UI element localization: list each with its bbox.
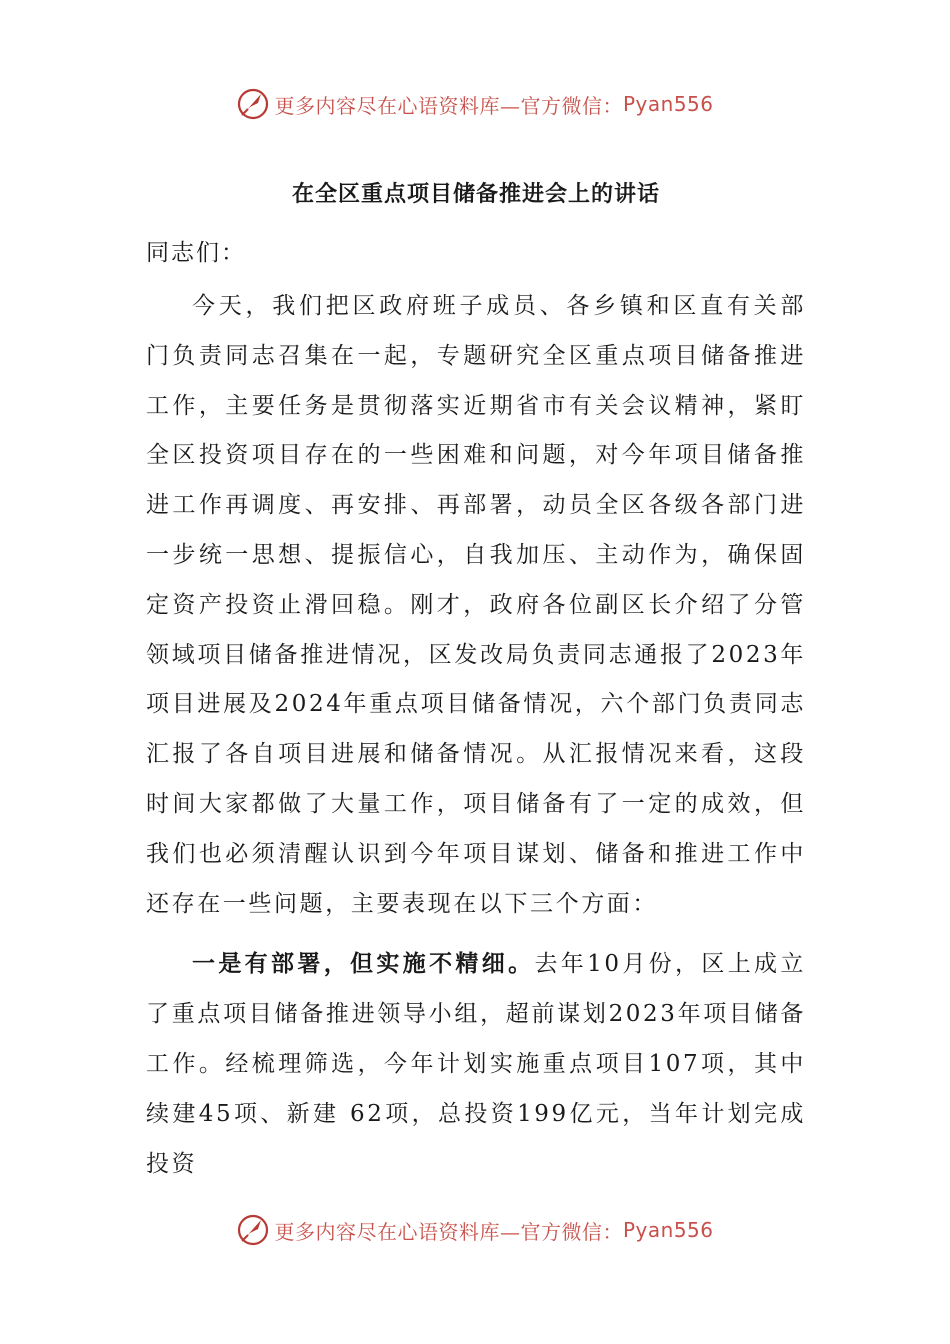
paragraph-point-one-text: 去年10月份，区上成立了重点项目储备推进领导小组，超前谋划2023年项目储备工作。经梳理筛选，今年计划实施重点项目107项，其中续建45项、新建 62项，总投资199亿元，当年计划完成投资 xyxy=(146,951,806,1177)
paragraph-point-one-lead: 一是有部署，但实施不精细。 xyxy=(192,950,535,978)
document-body xyxy=(146,174,806,1199)
banner-wechat-id: Pyan556 xyxy=(622,92,714,116)
banner-wechat-id: Pyan556 xyxy=(622,1218,714,1242)
paragraph-point-one xyxy=(146,939,806,1189)
banner-text: 更多内容尽在心语资料库— xyxy=(274,93,521,118)
footer-banner xyxy=(0,1210,950,1250)
banner-text: 更多内容尽在心语资料库— xyxy=(274,1219,521,1244)
document-title: 在全区重点项目储备推进会上的讲话 xyxy=(291,181,660,207)
quill-logo-icon xyxy=(236,1213,270,1247)
banner-wechat-label: 官方微信： xyxy=(520,93,623,118)
paragraph-intro xyxy=(146,282,806,929)
paragraph-intro-text: 今天，我们把区政府班子成员、各乡镇和区直有关部门负责同志召集在一起，专题研究全区重点项目储备推进工作，主要任务是贯彻落实近期省市有关会议精神，紧盯全区投资项目存在的一些困难和问题，对今年项目储备推进工作再调度、再安排、再部署，动员全区各级各部门进一步统一思想、提振信心，自我加压、主动作为，确保固定资产投资止滑回稳。刚才，政府各位副区长介绍了分管领域项目储备推进情况，区发改局负责同志通报了2023年项目进展及2024年重点项目储备情况，六个部门负责同志汇报了各自项目进展和储备情况。从汇报情况来看，这段时间大家都做了大量工作，项目储备有了一定的成效，但我们也必须清醒认识到今年项目谋划、储备和推进工作中还存在一些问题，主要表现在以下三个方面： xyxy=(146,293,806,917)
header-banner xyxy=(0,84,950,124)
quill-logo-icon xyxy=(236,87,270,121)
salutation: 同志们： xyxy=(146,240,246,266)
banner-wechat-label: 官方微信： xyxy=(520,1219,623,1244)
